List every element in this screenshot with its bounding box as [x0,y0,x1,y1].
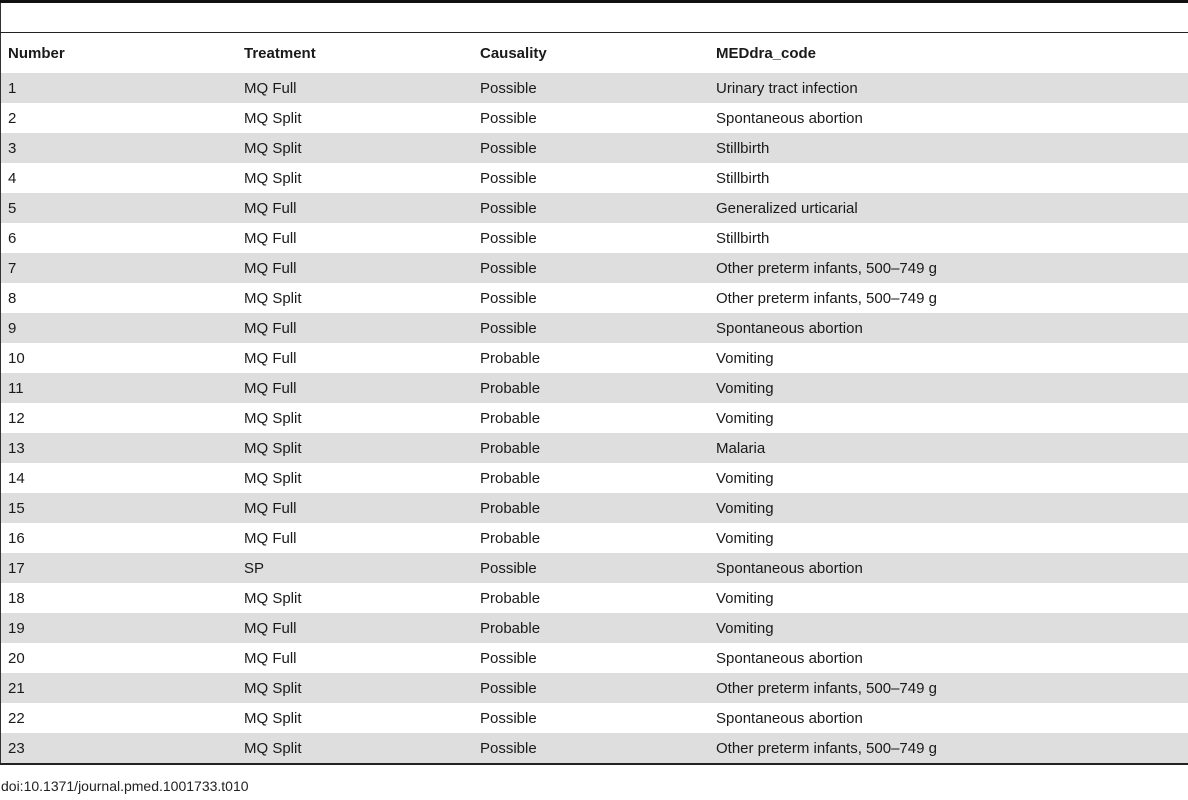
cell-causality: Possible [480,649,537,667]
table-row [1,133,1188,163]
table-caption-space [1,3,1188,32]
cell-number: 7 [8,259,17,277]
cell-causality: Possible [480,559,537,577]
cell-number: 21 [8,679,25,697]
cell-treatment: MQ Split [244,709,302,727]
table-row [1,73,1188,103]
cell-meddra-code: Vomiting [716,349,774,367]
cell-causality: Probable [480,499,541,517]
table-row [1,313,1188,343]
cell-causality: Possible [480,109,537,127]
cell-treatment: MQ Full [244,79,297,97]
cell-causality: Possible [480,739,537,757]
cell-number: 17 [8,559,25,577]
cell-meddra-code: Other preterm infants, 500–749 g [716,739,937,757]
cell-treatment: MQ Full [244,529,297,547]
table-row [1,463,1188,493]
cell-treatment: MQ Split [244,739,302,757]
table-row [1,583,1188,613]
cell-meddra-code: Vomiting [716,529,774,547]
cell-treatment: MQ Full [244,499,297,517]
cell-causality: Possible [480,679,537,697]
cell-treatment: MQ Split [244,439,302,457]
table-row [1,433,1188,463]
cell-number: 2 [8,109,17,127]
cell-meddra-code: Vomiting [716,469,774,487]
cell-meddra-code: Stillbirth [716,139,770,157]
cell-meddra-code: Malaria [716,439,766,457]
cell-treatment: MQ Split [244,409,302,427]
table-row [1,673,1188,703]
table-row [1,283,1188,313]
cell-number: 4 [8,169,17,187]
cell-causality: Probable [480,409,541,427]
cell-number: 1 [8,79,17,97]
cell-causality: Probable [480,619,541,637]
cell-causality: Possible [480,199,537,217]
table-row [1,493,1188,523]
header-number: Number [8,44,65,62]
table-row [1,163,1188,193]
table-row [1,373,1188,403]
cell-meddra-code: Spontaneous abortion [716,319,863,337]
cell-treatment: MQ Full [244,229,297,247]
table-row [1,403,1188,433]
cell-treatment: MQ Split [244,469,302,487]
table-row [1,733,1188,763]
cell-treatment: MQ Full [244,319,297,337]
table-row [1,703,1188,733]
table-row [1,553,1188,583]
cell-causality: Possible [480,709,537,727]
cell-meddra-code: Other preterm infants, 500–749 g [716,259,937,277]
cell-treatment: MQ Split [244,289,302,307]
cell-meddra-code: Vomiting [716,379,774,397]
cell-meddra-code: Spontaneous abortion [716,559,863,577]
cell-treatment: MQ Split [244,169,302,187]
header-treatment: Treatment [244,44,316,62]
table-row [1,613,1188,643]
cell-number: 8 [8,289,17,307]
table-header-row [1,33,1188,73]
cell-meddra-code: Vomiting [716,409,774,427]
cell-number: 11 [8,379,24,397]
table-row [1,523,1188,553]
cell-causality: Possible [480,79,537,97]
cell-causality: Possible [480,229,537,247]
table-row [1,643,1188,673]
table-row [1,343,1188,373]
cell-number: 14 [8,469,25,487]
header-causality: Causality [480,44,547,62]
cell-causality: Possible [480,169,537,187]
cell-treatment: MQ Split [244,679,302,697]
cell-causality: Possible [480,289,537,307]
cell-meddra-code: Other preterm infants, 500–749 g [716,289,937,307]
doi-caption: doi:10.1371/journal.pmed.1001733.t010 [1,778,249,794]
cell-number: 12 [8,409,25,427]
table-row [1,103,1188,133]
cell-causality: Probable [480,529,541,547]
cell-number: 20 [8,649,25,667]
cell-number: 6 [8,229,17,247]
table-bottom-rule [0,763,1188,765]
cell-treatment: MQ Split [244,589,302,607]
cell-treatment: MQ Full [244,379,297,397]
cell-number: 9 [8,319,17,337]
cell-meddra-code: Spontaneous abortion [716,649,863,667]
cell-number: 19 [8,619,25,637]
cell-meddra-code: Stillbirth [716,229,770,247]
cell-causality: Probable [480,379,541,397]
cell-causality: Probable [480,589,541,607]
cell-meddra-code: Spontaneous abortion [716,709,863,727]
cell-number: 15 [8,499,25,517]
cell-meddra-code: Stillbirth [716,169,770,187]
cell-causality: Probable [480,469,541,487]
cell-meddra-code: Vomiting [716,499,774,517]
cell-causality: Probable [480,439,541,457]
cell-number: 23 [8,739,25,757]
table-body [1,73,1188,763]
cell-number: 5 [8,199,17,217]
cell-number: 13 [8,439,25,457]
cell-number: 10 [8,349,25,367]
cell-number: 3 [8,139,17,157]
cell-treatment: MQ Split [244,109,302,127]
cell-number: 18 [8,589,25,607]
cell-meddra-code: Vomiting [716,619,774,637]
cell-meddra-code: Urinary tract infection [716,79,858,97]
cell-causality: Possible [480,139,537,157]
cell-treatment: MQ Split [244,139,302,157]
cell-treatment: SP [244,559,265,577]
cell-treatment: MQ Full [244,349,297,367]
header-meddra-code: MEDdra_code [716,44,817,62]
cell-treatment: MQ Full [244,199,297,217]
cell-meddra-code: Generalized urticarial [716,199,858,217]
table-row [1,193,1188,223]
cell-meddra-code: Other preterm infants, 500–749 g [716,679,937,697]
table-row [1,253,1188,283]
cell-number: 16 [8,529,25,547]
cell-meddra-code: Spontaneous abortion [716,109,863,127]
cell-meddra-code: Vomiting [716,589,774,607]
cell-causality: Possible [480,259,537,277]
cell-causality: Possible [480,319,537,337]
cell-treatment: MQ Full [244,259,297,277]
cell-number: 22 [8,709,25,727]
table-row [1,223,1188,253]
cell-treatment: MQ Full [244,649,297,667]
cell-treatment: MQ Full [244,619,297,637]
cell-causality: Probable [480,349,541,367]
